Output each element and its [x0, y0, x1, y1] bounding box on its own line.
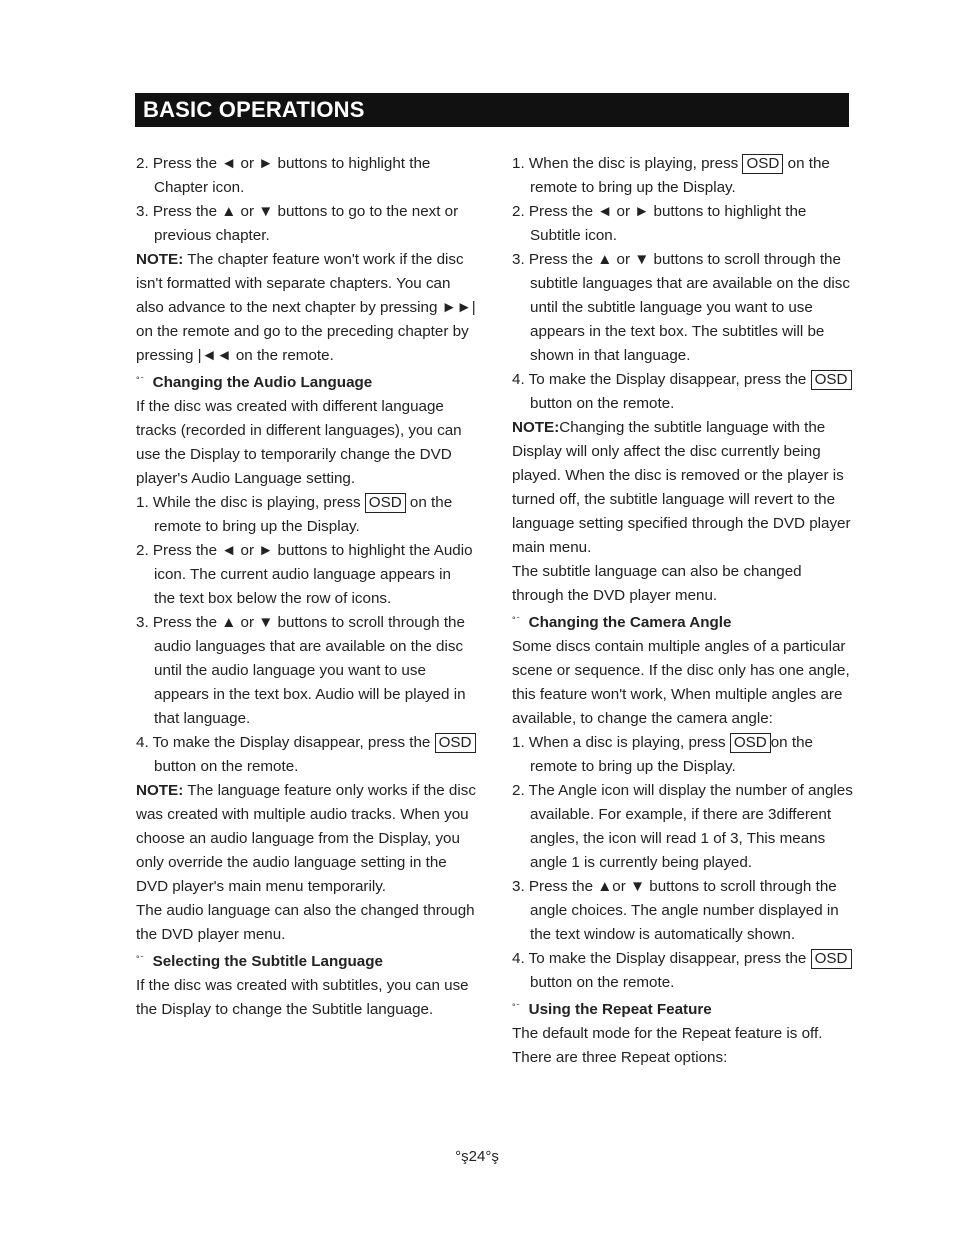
page-number: °ş24°ş — [455, 1148, 499, 1165]
bullet-icon: °ˉ — [512, 1002, 521, 1012]
list-item: 2. Press the ◄ or ► buttons to highlight the Subtitle icon. — [512, 203, 807, 244]
osd-button-icon: OSD — [365, 493, 406, 513]
note-paragraph: NOTE: The language feature only works if the disc was created with multiple audio tracks. When you choose an audio language from the Display, you only override the audio language setting in the DVD player's main menu temporarily. — [136, 782, 476, 895]
list-item: 3. Press the ▲ or ▼ buttons to scroll through the audio languages that are available on the disc until the audio language you want to use appears in the text box. Audio will be played in that language. — [136, 614, 466, 727]
osd-button-icon: OSD — [730, 733, 771, 753]
list-item: 4. To make the Display disappear, press the OSD button on the remote. — [136, 731, 476, 779]
list-item: 1. While the disc is playing, press OSD on the remote to bring up the Display. — [136, 494, 453, 535]
paragraph: If the disc was created with subtitles, you can use the Display to change the Subtitle language. — [136, 977, 469, 1018]
note-paragraph: NOTE:Changing the subtitle language with the Display will only affect the disc currently being played. When the disc is removed or the player is turned off, the subtitle language will revert to the language setting specified through the DVD player main menu. — [512, 419, 851, 556]
osd-button-icon: OSD — [811, 949, 852, 969]
paragraph: The subtitle language can also be changed through the DVD player menu. — [512, 563, 802, 604]
left-column — [136, 152, 476, 1022]
section-heading: $^{^\circ ˉ}$ Changing the Audio Language — [136, 374, 373, 391]
note-paragraph: NOTE: The chapter feature won't work if the disc isn't formatted with separate chapters. You can also advance to the next chapter by pressing ►►| on the remote and go to the preceding chapter by pressing |◄◄ on the remote. — [136, 251, 476, 364]
list-item: 3. Press the ▲ or ▼ buttons to go to the next or previous chapter. — [136, 203, 459, 244]
list-item: 1. When the disc is playing, press OSD on the remote to bring up the Display. — [512, 155, 830, 196]
right-column — [512, 152, 854, 1070]
list-item: 2. The Angle icon will display the number of angles available. For example, if there are 3different angles, the icon will read 1 of 3, This means angle 1 is currently being played. — [512, 782, 853, 871]
paragraph: The audio language can also the changed through the DVD player menu. — [136, 902, 475, 943]
list-item: 4. To make the Display disappear, press the OSDbutton on the remote. — [512, 947, 854, 995]
paragraph: If the disc was created with different language tracks (recorded in different languages), you can use the Display to temporarily change the DVD player's Audio Language setting. — [136, 398, 462, 487]
bullet-icon: °ˉ — [136, 375, 145, 385]
list-item: 1. When a disc is playing, press OSD on the remote to bring up the Display. — [512, 734, 813, 775]
paragraph: Some discs contain multiple angles of a particular scene or sequence. If the disc only has one angle, this feature won't work, When multiple angles are available, to change the camera angle: — [512, 638, 850, 727]
section-heading: $^{^\circ ˉ}$ Changing the Camera Angle — [512, 614, 732, 631]
section-header: BASIC OPERATIONS — [135, 93, 849, 127]
list-item: 4. To make the Display disappear, press the OSD button on the remote. — [512, 368, 854, 416]
paragraph: The default mode for the Repeat feature is off. There are three Repeat options: — [512, 1025, 823, 1066]
list-item: 3. Press the ▲ or ▼ buttons to scroll through the subtitle languages that are available on the disc until the subtitle language you want to use appears in the text box. The subtitles will be shown in that language. — [512, 251, 850, 364]
section-heading: $^{^\circ ˉ}$ Using the Repeat Feature — [512, 1001, 712, 1018]
list-item: 3. Press the ▲or ▼ buttons to scroll through the angle choices. The angle number displayed in the text window is automatically shown. — [512, 878, 839, 943]
list-item: 2. Press the ◄ or ► buttons to highlight the Audio icon. The current audio language appears in the text box below the row of icons. — [136, 542, 473, 607]
list-item: 2. Press the ◄ or ► buttons to highlight the Chapter icon. — [136, 155, 431, 196]
osd-button-icon: OSD — [811, 370, 852, 390]
osd-button-icon: OSD — [435, 733, 476, 753]
osd-button-icon: OSD — [742, 154, 783, 174]
section-heading: $^{^\circ ˉ}$ Selecting the Subtitle Language — [136, 953, 383, 970]
bullet-icon: °ˉ — [136, 954, 145, 964]
bullet-icon: °ˉ — [512, 615, 521, 625]
